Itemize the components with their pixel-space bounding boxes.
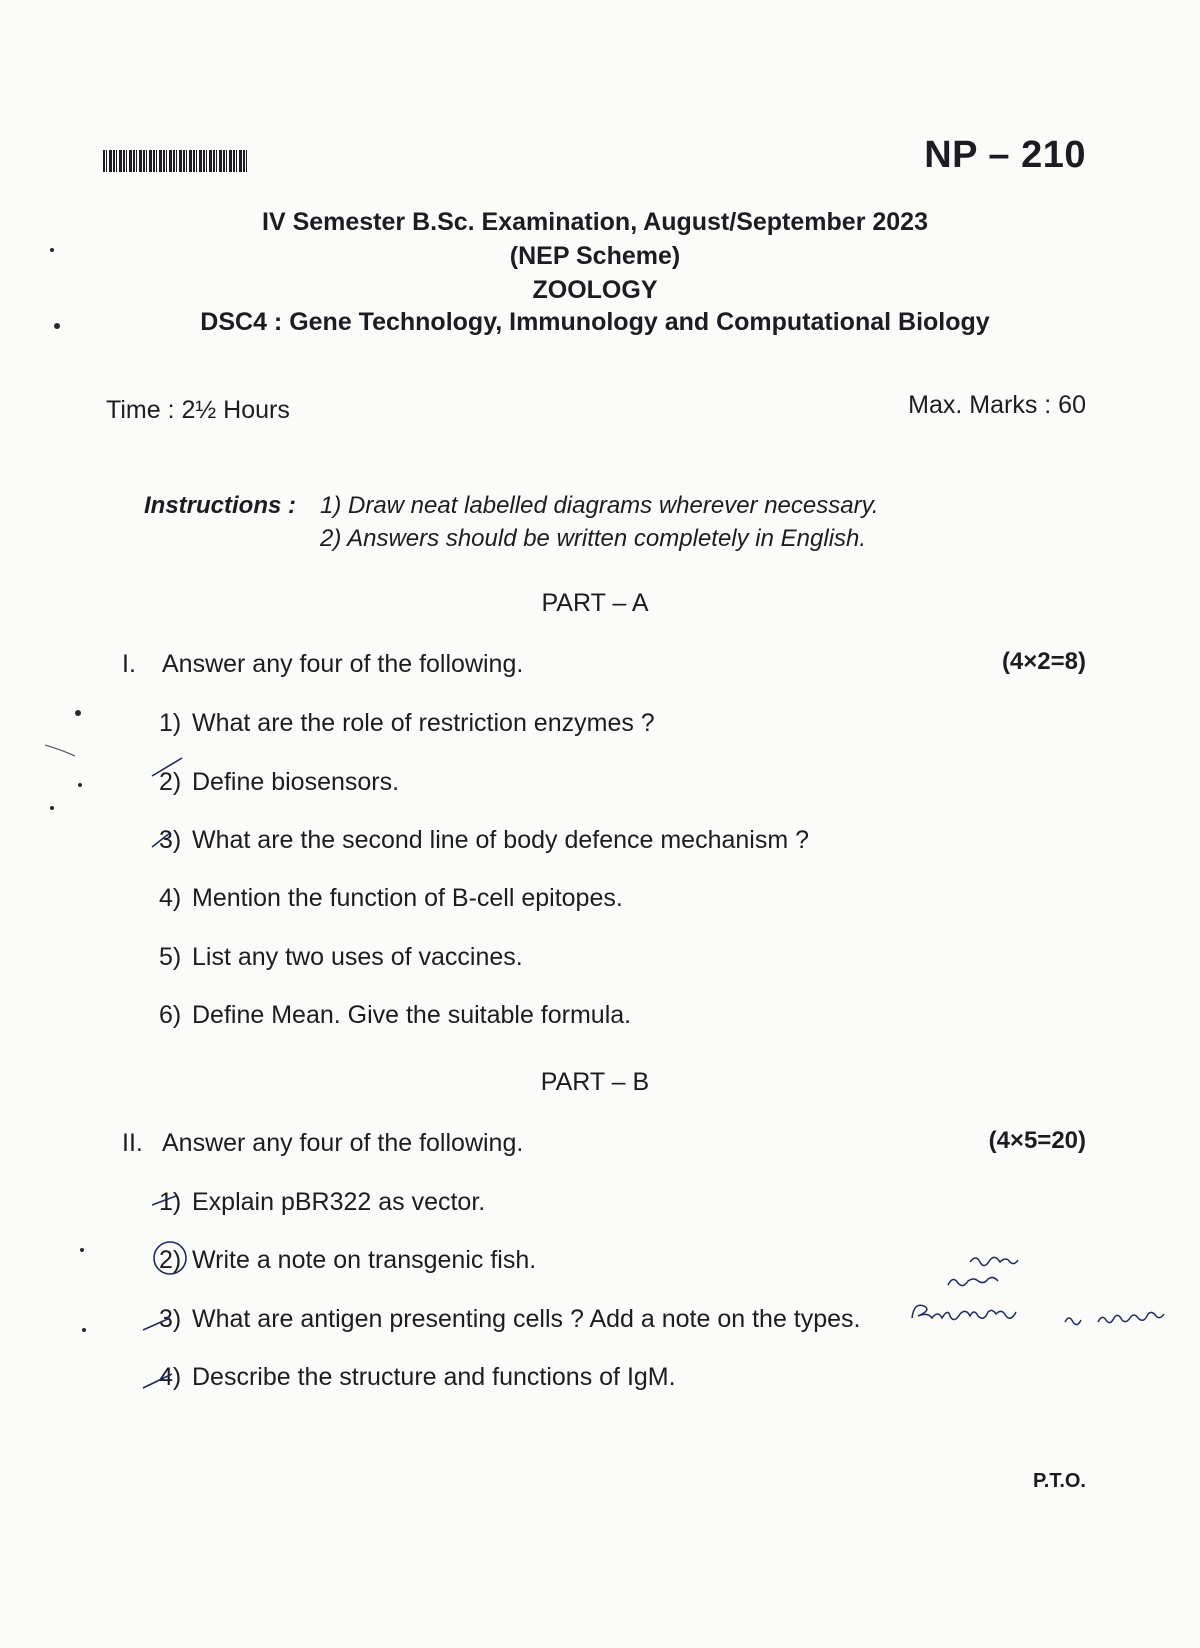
max-marks: Max. Marks : 60 — [908, 391, 1086, 419]
speck-icon — [78, 783, 82, 787]
exam-title: IV Semester B.Sc. Examination, August/September 2023 — [262, 208, 928, 236]
part-b-marks: (4×5=20) — [988, 1127, 1086, 1154]
time-allowed: Time : 2½ Hours — [106, 396, 290, 424]
scheme-title: (NEP Scheme) — [509, 242, 681, 270]
speck-icon — [54, 323, 60, 329]
question-b2: 2) Write a note on transgenic fish. — [159, 1246, 537, 1274]
instructions-label: Instructions : — [144, 492, 297, 519]
speck-icon — [80, 1248, 84, 1252]
course-title: DSC4 : Gene Technology, Immunology and Computational Biology — [200, 308, 990, 336]
speck-icon — [82, 1328, 86, 1332]
question-a2: 2) Define biosensors. — [159, 768, 400, 796]
part-a-heading: PART – A — [541, 589, 649, 617]
instruction-2: 2) Answers should be written completely in English. — [320, 525, 867, 552]
section-instruction: Answer any four of the following. — [162, 1129, 524, 1157]
pen-tick-icon — [152, 833, 170, 847]
section-number: I. — [122, 650, 136, 678]
pen-tick-icon — [143, 1318, 170, 1330]
question-a6: 6) Define Mean. Give the suitable formula. — [159, 1001, 632, 1029]
question-b3: 3) What are antigen presenting cells ? Add a note on the types. — [159, 1305, 861, 1333]
section-instruction: Answer any four of the following. — [162, 650, 524, 678]
scratch-icon — [45, 745, 75, 756]
question-a5: 5) List any two uses of vaccines. — [159, 943, 523, 971]
speck-icon — [75, 710, 81, 716]
pto-label: P.T.O. — [1033, 1470, 1086, 1492]
pen-tick-icon — [152, 758, 182, 776]
subject-title: ZOOLOGY — [532, 276, 658, 304]
question-b4: 4) Describe the structure and functions of IgM. — [159, 1363, 676, 1391]
question-a1: 1) What are the role of restriction enzymes ? — [159, 709, 655, 737]
question-a4: 4) Mention the function of B-cell epitopes. — [159, 884, 623, 912]
speck-icon — [50, 248, 54, 252]
instruction-1: 1) Draw neat labelled diagrams wherever necessary. — [320, 492, 879, 519]
question-a3: 3) What are the second line of body defence mechanism ? — [159, 826, 810, 854]
part-a-marks: (4×2=8) — [1001, 648, 1086, 675]
speck-icon — [50, 806, 54, 810]
pen-strike-icon — [152, 1196, 176, 1205]
question-b1: 1) Explain pBR322 as vector. — [159, 1188, 486, 1216]
pen-tick-icon — [143, 1374, 172, 1388]
paper-code: NP – 210 — [924, 134, 1086, 176]
pen-circle-icon — [154, 1242, 186, 1274]
part-b-heading: PART – B — [540, 1068, 650, 1096]
section-number: II. — [122, 1129, 143, 1157]
handwritten-note-icon — [912, 1257, 1164, 1324]
